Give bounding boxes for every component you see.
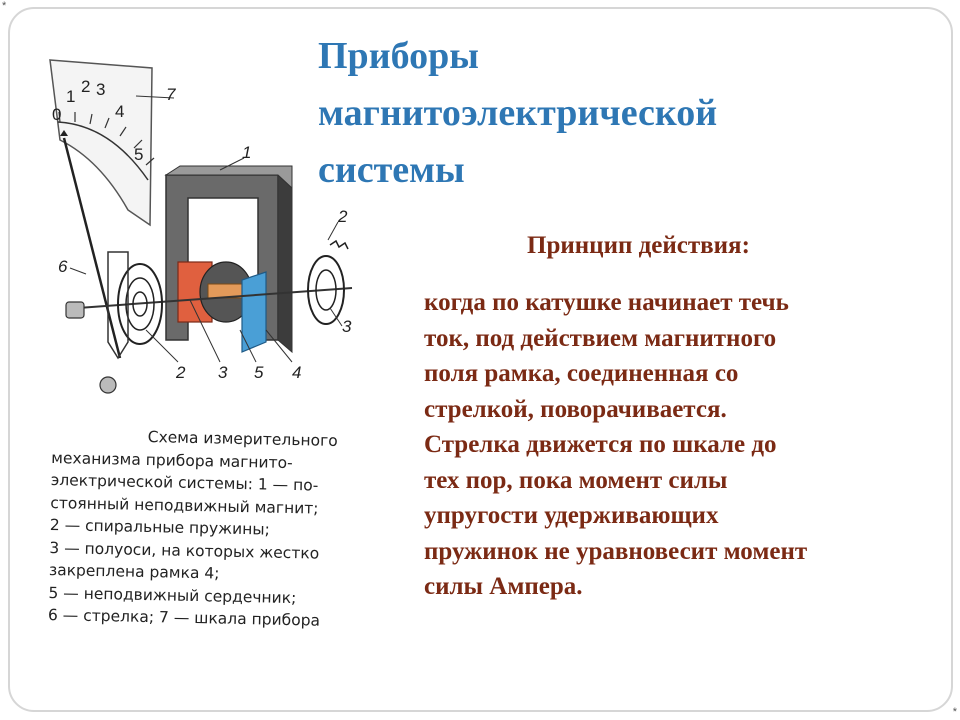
callout-label: 3 (342, 317, 352, 336)
scale-number: 4 (115, 102, 125, 121)
legend-line: 5 — неподвижный сердечник; (48, 583, 297, 607)
legend-line: 3 — полуоси, на которых жестко (49, 538, 320, 563)
text-line: тех пор, пока момент силы (424, 466, 728, 494)
text-line: Стрелка движется по шкале до (424, 431, 777, 458)
text-line: стрелкой, поворачивается. (424, 395, 727, 423)
text-line: ток, под действием магнитного (424, 324, 777, 352)
title-line: системы (318, 149, 465, 191)
legend-line: закреплена рамка 4; (48, 560, 220, 583)
legend-line: стоянный неподвижный магнит; (50, 493, 319, 518)
title-line: магнитоэлектрической (318, 92, 718, 134)
corner-mark: * (2, 0, 7, 12)
text-line: силы Ампера. (424, 573, 583, 600)
callout-label: 1 (242, 143, 252, 162)
corner-mark: * (952, 706, 957, 718)
mechanism-diagram (30, 40, 370, 420)
slide-title (318, 28, 918, 199)
legend-line: 6 — стрелка; 7 — шкала прибора (47, 605, 321, 630)
diagram-legend (48, 424, 372, 633)
callout-label: 7 (166, 85, 176, 104)
permanent-magnet (166, 166, 292, 352)
spiral-spring-right (308, 241, 348, 324)
callout-label: 6 (58, 257, 68, 276)
scale-number: 2 (81, 77, 91, 96)
legend-line: Схема измерительного (147, 428, 338, 450)
callout-label: 5 (254, 363, 264, 382)
callout-label: 4 (292, 363, 302, 382)
scale-number: 0 (52, 105, 62, 124)
principle-text (424, 285, 934, 605)
scale-number: 5 (134, 145, 144, 164)
scale-number: 1 (66, 87, 76, 106)
text-line: когда по катушке начинает течь (424, 289, 789, 316)
callout-label: 3 (218, 363, 228, 382)
legend-line: электрической системы: 1 — по- (50, 470, 319, 495)
title-line: Приборы (318, 35, 479, 77)
legend-line: механизма прибора магнито- (51, 448, 293, 472)
principle-heading: Принцип действия: (527, 232, 750, 259)
pointer-bracket (66, 252, 128, 393)
callout-label: 2 (176, 363, 186, 382)
legend-line: 2 — спиральные пружины; (49, 515, 270, 539)
text-line: пружинок не уравновесит момент (424, 537, 808, 565)
text-line: поля рамка, соединенная со (424, 360, 739, 387)
text-line: упругости удерживающих (424, 502, 719, 529)
scale-number: 3 (96, 80, 106, 99)
callout-label: 2 (338, 207, 348, 226)
soft-iron-core (242, 272, 266, 352)
